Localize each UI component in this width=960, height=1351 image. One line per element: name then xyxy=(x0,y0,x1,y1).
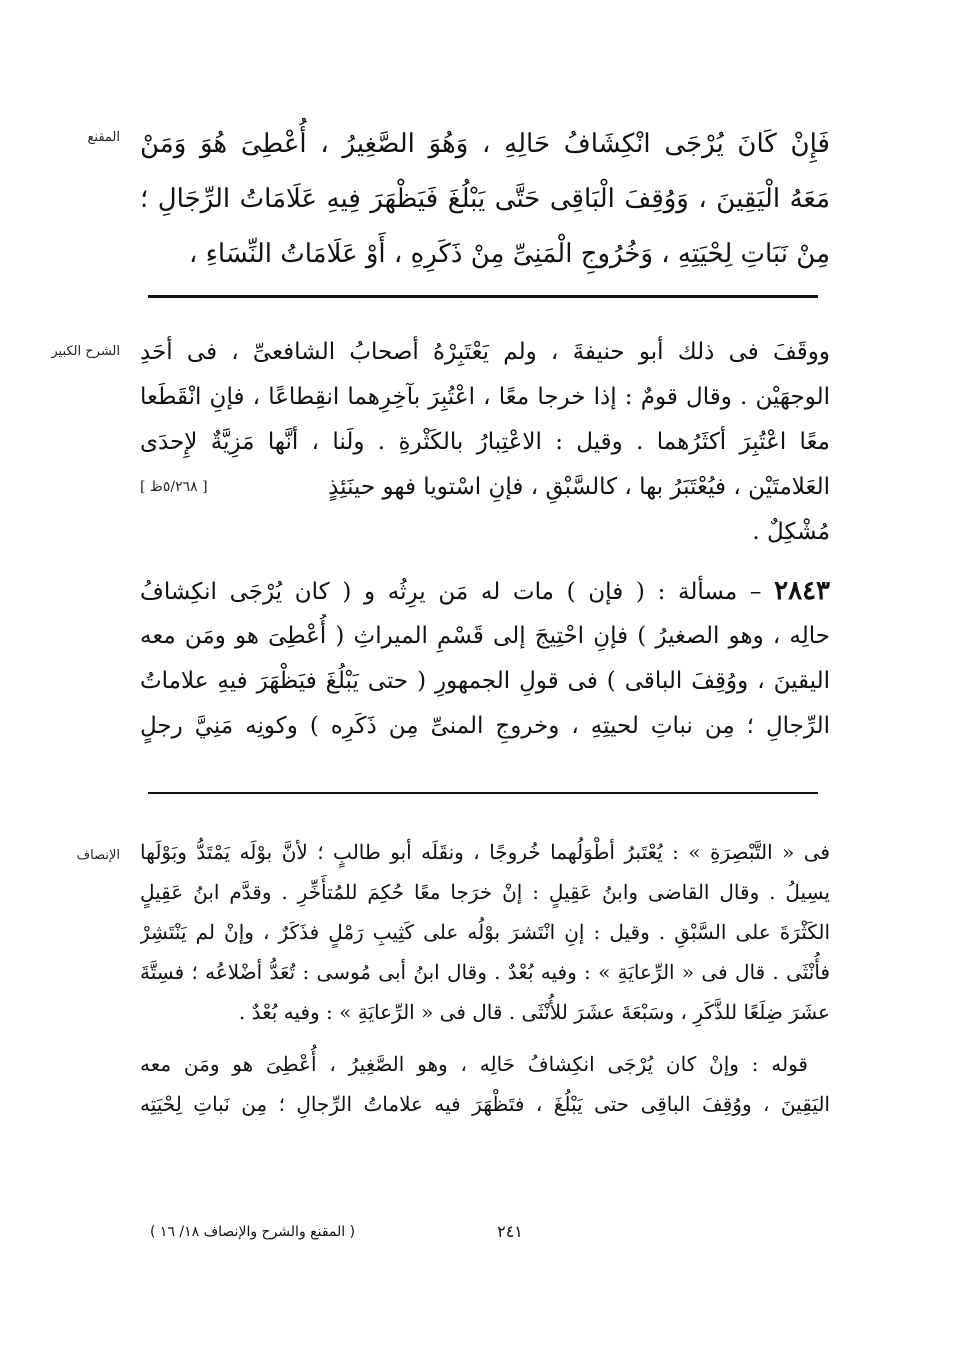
sharh-line: مُشْكِلٌ . xyxy=(752,519,830,545)
insaf-line: قوله : وإنْ كان يُرْجَى انكِشافُ حَالِه ، وهو الصَّغِيرُ ، أُعْطِىَ هو ومَن معه xyxy=(140,1052,808,1076)
section-divider xyxy=(148,295,818,298)
page-reference: [ ٥/٢٦٨ظ ] xyxy=(140,479,208,495)
insaf-line: فى « التَّبْصِرَةِ » : يُعْتَبرُ أطْوَلُهما خُروجًا ، ونقَلَه أبو طالبٍ ؛ لأنَّ بوْلَه يَمْتَدُّ وبَوْلَها xyxy=(140,840,830,864)
sharh-text xyxy=(140,330,830,749)
muqni-text xyxy=(140,117,830,282)
insaf-line: فأُنْثَى . قال فى « الرِّعايَةِ » : وفيه بُعْدٌ . وقال ابنُ أبى مُوسى : تُعَدُّ أضْلاعُه ؛ فسِتَّةَ xyxy=(140,960,830,984)
muqni-line: فَإِنْ كَانَ يُرْجَى انْكِشَافُ حَالِهِ ، وَهُوَ الصَّغِيرُ ، أُعْطِىَ هُوَ وَمَنْ xyxy=(140,129,830,159)
source-reference: ( المقنع والشرح والإنصاف ١٨/ ١٦ ) xyxy=(150,1224,356,1240)
issue-line: حالِه ، وهو الصغيرُ ) فإنِ احْتِيجَ إلى قَسْمِ الميراثِ ( أُعْطِىَ هو ومَن معه xyxy=(140,623,830,649)
sharh-line xyxy=(140,465,830,510)
insaf-line: يسِيلُ . وقال القاضى وابنُ عَقِيلٍ : إنْ خرَجا معًا حُكِمَ للمُتأَخِّرِ . وقدَّم ابنُ عَقِيلٍ xyxy=(140,880,830,904)
issue-number: ٢٨٤٣ xyxy=(774,576,830,606)
insaf-line: اليَقِينَ ، ووُقِفَ الباقِى حتى يَبْلُغَ ، فتَظْهَرَ فيه علاماتُ الرِّجالِ ؛ مِن نَباتِ لِحْيَتِه xyxy=(140,1092,830,1116)
sharh-line: ووقَفَ فى ذلك أبو حنيفةَ ، ولم يَعْتَبِرْهُ أصحابُ الشافعىِّ ، فى أحَدِ xyxy=(140,339,830,365)
issue-line xyxy=(140,569,830,614)
issue-line-text: – مسألة : ( فإن ) مات له مَن يرِثُه و ( كان يُرْجَى انكِشافُ xyxy=(140,579,762,605)
muqni-line: مِنْ نَبَاتِ لِحْيَتِهِ ، وَخُرُوجِ الْمَنِىِّ مِنْ ذَكَرِهِ ، أَوْ عَلَامَاتُ النِّسَاءِ ، xyxy=(189,239,830,269)
page-number: ٢٤١ xyxy=(497,1222,523,1241)
sharh-line-text: العَلامتَيْن ، فيُعْتَبَرُ بها ، كالسَّبْقِ ، فإنِ اسْتويا فهو حينَئِذٍ xyxy=(328,474,830,500)
sharh-line: الوجهَيْن . وقال قومٌ : إذا خرجا معًا ، اعْتُبِرَ بآخِرِهما انقِطاعًا ، فإنِ انْقَطَعا xyxy=(140,384,830,410)
issue-line: الرِّجالِ ؛ مِن نباتِ لحيتِهِ ، وخروجِ المنىِّ مِن ذَكَرِه ) وكونِه مَنِيَّ رجلٍ xyxy=(140,713,830,739)
page-footer xyxy=(140,1222,830,1252)
issue-line: اليقينَ ، ووُقِفَ الباقى ) فى قولِ الجمهورِ ( حتى يَبْلُغَ فيَظْهَرَ فيهِ علاماتُ xyxy=(140,668,830,694)
label-insaf: الإنصاف xyxy=(76,848,120,863)
muqni-line: مَعَهُ الْيَقِينَ ، وَوُقِفَ الْبَاقِى حَتَّى يَبْلُغَ فَيَظْهَرَ فِيهِ عَلَامَاتُ الرِّجَالِ ؛ xyxy=(140,184,830,214)
label-muqni: المقنع xyxy=(87,130,120,145)
section-divider xyxy=(148,792,818,794)
sharh-line: معًا اعْتُبِرَ أكثَرُهما . وقيل : الاعْتِبارُ بالكَثْرةِ . ولَنا ، أنَّها مَزِيَّةٌ لإِحدَى xyxy=(140,429,830,455)
insaf-line: عشَرَ ضِلَعًا للذَّكَرِ ، وسَبْعَةَ عشَرَ للأُنْثَى . قال فى « الرِّعايَةِ » : وفيه بُعْدٌ . xyxy=(238,1000,830,1024)
insaf-line: الكَثْرَةَ على السَّبْقِ . وقيل : إنِ انْتَشرَ بوْلُه على كَثِيبِ رَمْلٍ فذَكَرٌ ، وإنْ لم يَنْتَشِرْ xyxy=(140,920,830,944)
insaf-text xyxy=(140,832,830,1124)
label-sharh: الشرح الكبير xyxy=(51,344,120,359)
